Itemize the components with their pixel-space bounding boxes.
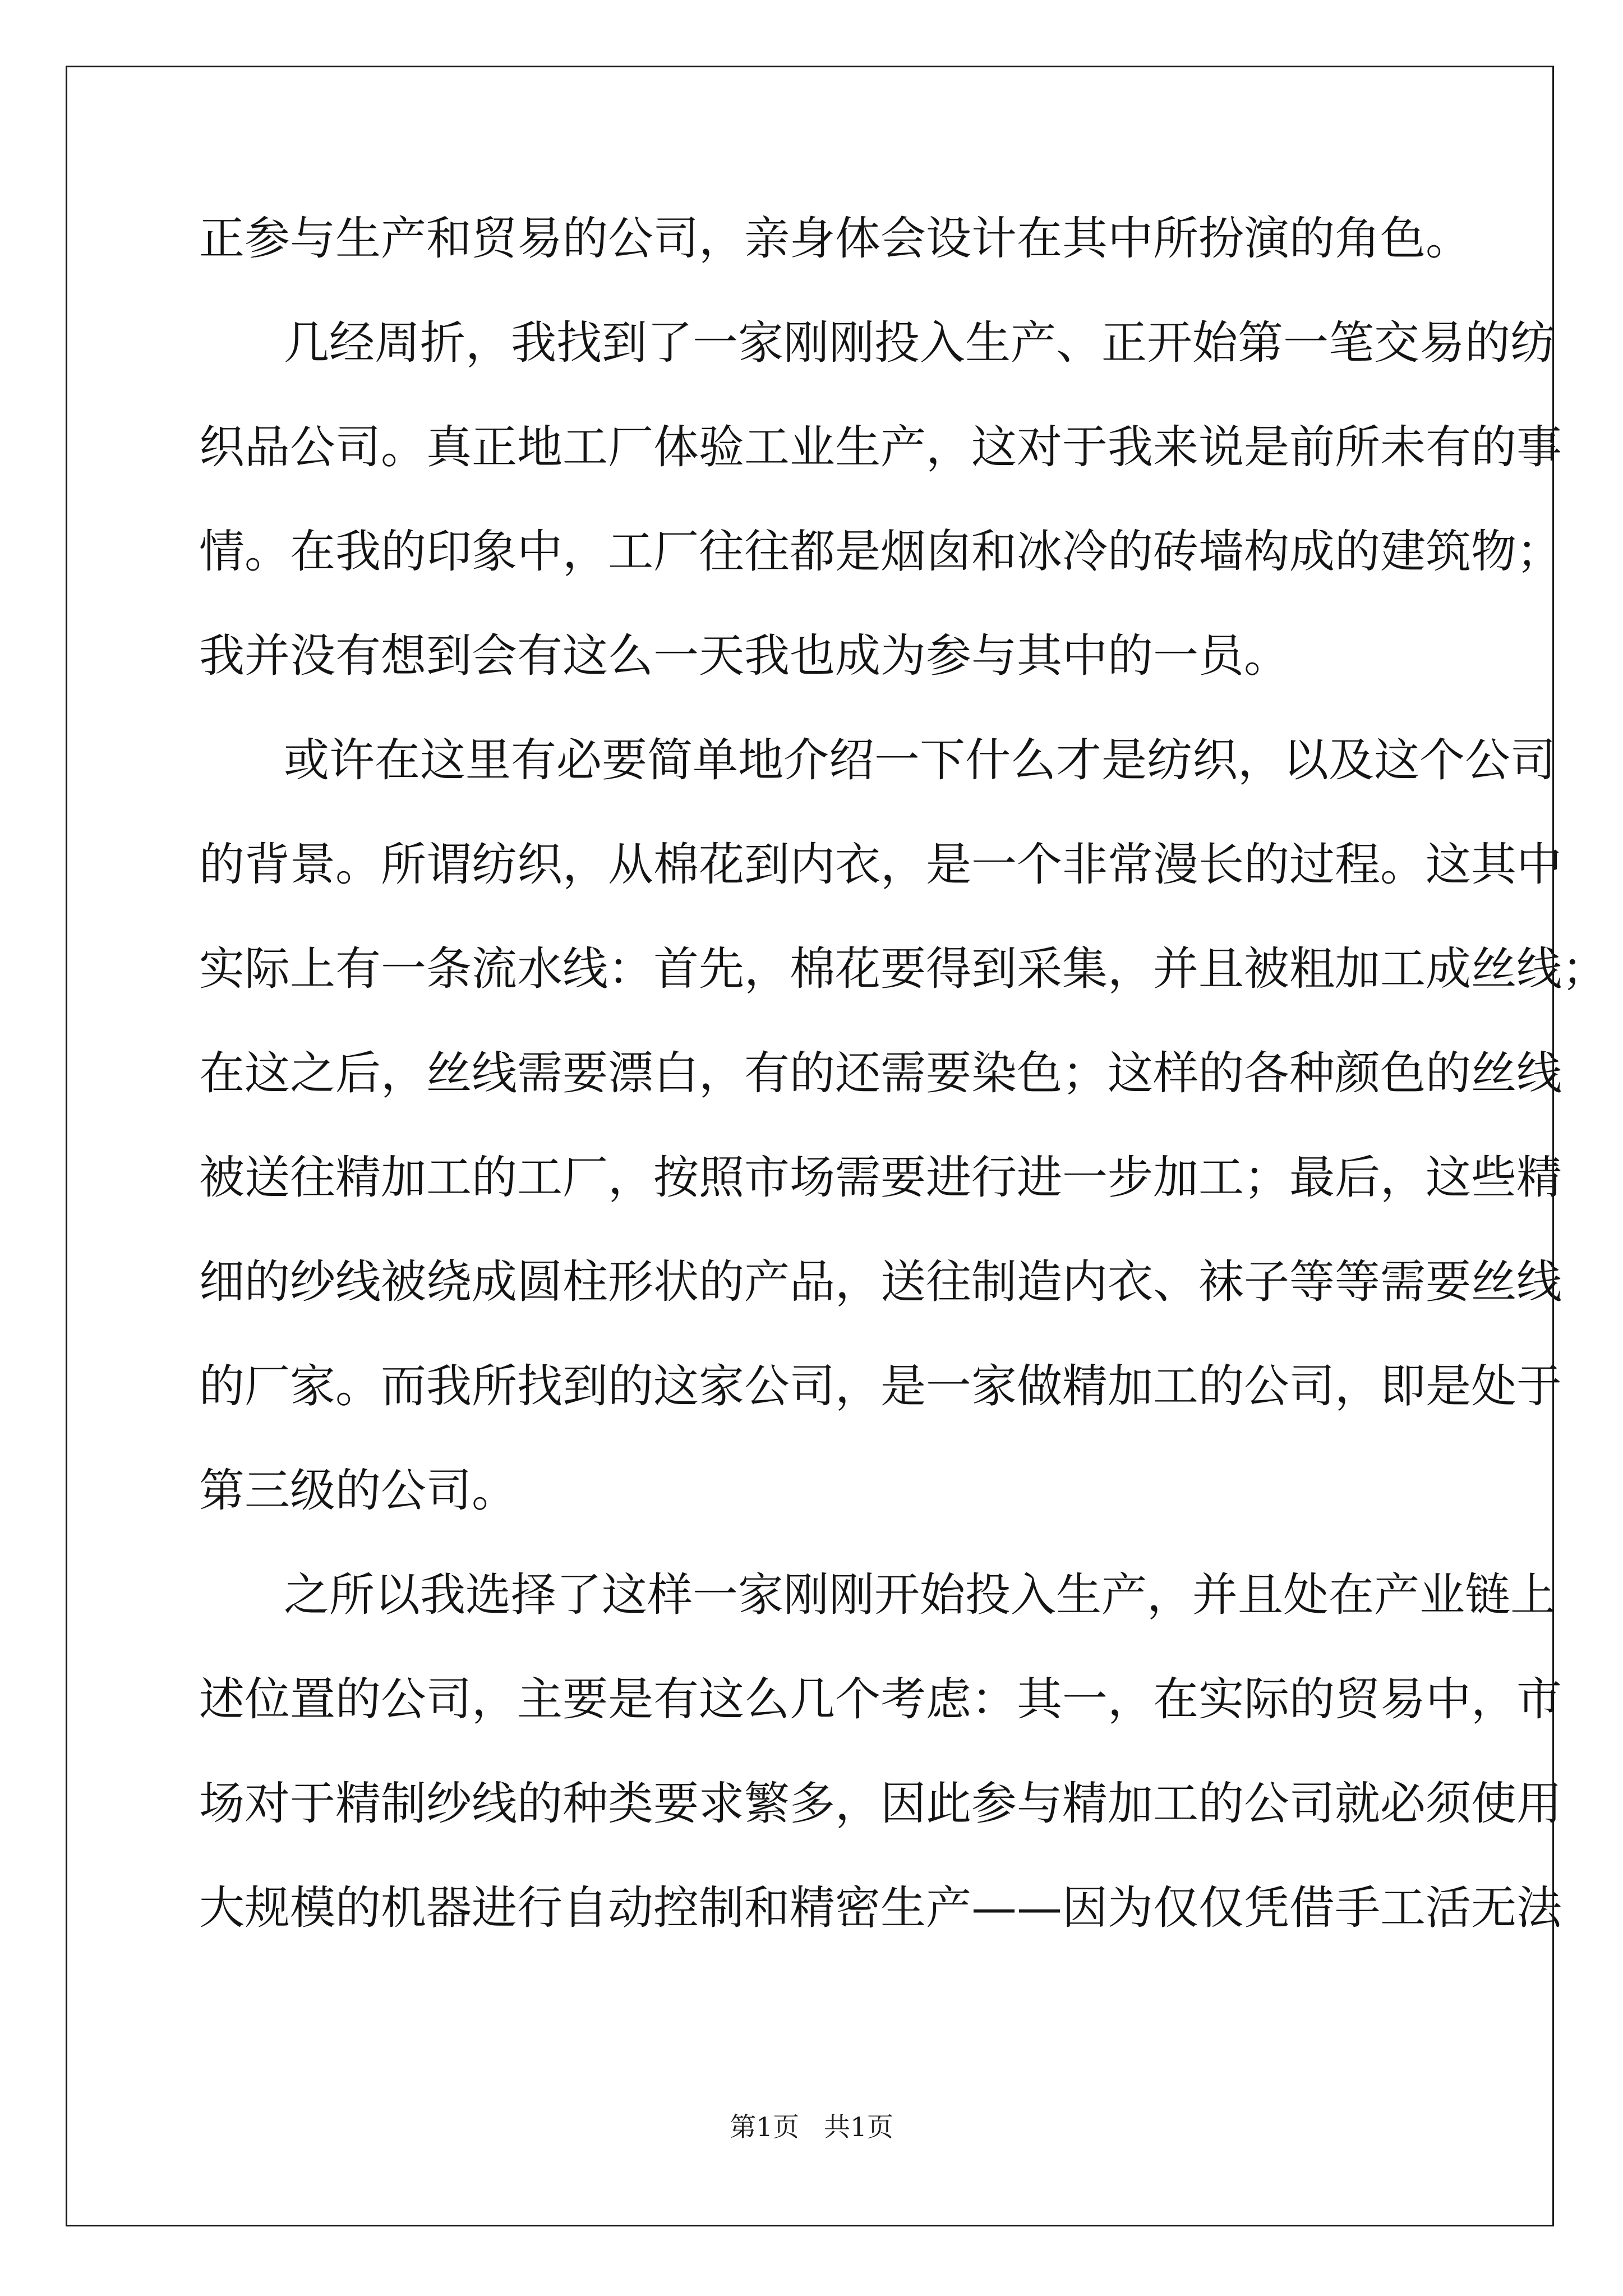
text-line: 的背景。所谓纺织，从棉花到内衣，是一个非常漫长的过程。这其中 — [199, 839, 1562, 891]
text-line: 在这之后，丝线需要漂白，有的还需要染色；这样的各种颜色的丝线 — [199, 1047, 1562, 1100]
text-line: 场对于精制纱线的种类要求繁多，因此参与精加工的公司就必须使用 — [199, 1778, 1562, 1830]
page-total: 共1页 — [824, 2112, 893, 2143]
page-number: 第1页 — [730, 2112, 799, 2143]
page-footer — [0, 2106, 1623, 2144]
text-line: 织品公司。真正地工厂体验工业生产，这对于我来说是前所未有的事 — [199, 421, 1562, 474]
text-line: 被送往精加工的工厂，按照市场需要进行进一步加工；最后，这些精 — [199, 1152, 1562, 1204]
text-line: 之所以我选择了这样一家刚刚开始投入生产，并且处在产业链上 — [284, 1569, 1556, 1622]
text-line: 几经周折，我找到了一家刚刚投入生产、正开始第一笔交易的纺 — [284, 317, 1556, 370]
text-line: 大规模的机器进行自动控制和精密生产——因为仅仅凭借手工活无法 — [199, 1882, 1562, 1935]
text-line: 我并没有想到会有这么一天我也成为参与其中的一员。 — [199, 630, 1290, 683]
text-line: 的厂家。而我所找到的这家公司，是一家做精加工的公司，即是处于 — [199, 1360, 1562, 1413]
text-line: 第三级的公司。 — [199, 1465, 518, 1517]
text-line: 述位置的公司，主要是有这么几个考虑：其一，在实际的贸易中，市 — [199, 1673, 1562, 1726]
text-line: 细的纱线被绕成圆柱形状的产品，送往制造内衣、袜子等等需要丝线 — [199, 1256, 1562, 1309]
text-line: 或许在这里有必要简单地介绍一下什么才是纺织，以及这个公司 — [284, 734, 1556, 787]
text-line: 正参与生产和贸易的公司，亲身体会设计在其中所扮演的角色。 — [199, 213, 1472, 265]
text-line: 情。在我的印象中，工厂往往都是烟囱和冰冷的砖墙构成的建筑物； — [199, 526, 1562, 578]
body-text — [199, 187, 1608, 1961]
text-line: 实际上有一条流水线：首先，棉花要得到采集，并且被粗加工成丝线； — [199, 943, 1608, 996]
